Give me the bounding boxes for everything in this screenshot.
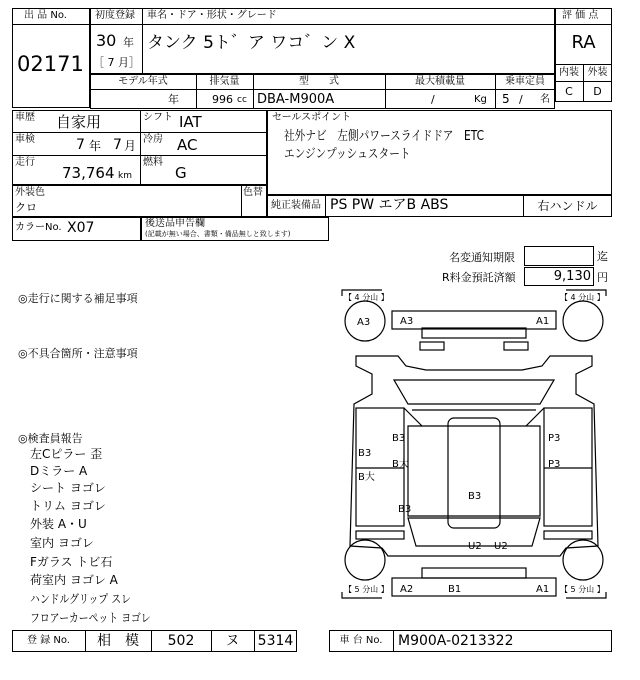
defects-label: ◎不具合箇所・注意事項 [18, 347, 138, 360]
mark-door-right-rear: P3 [548, 459, 561, 470]
front-bumper [392, 311, 556, 329]
sales-points-line2: エンジンプッシュスタート [284, 147, 411, 162]
sales-points-label: セールスポイント [272, 112, 352, 123]
interior-label: 内装 [559, 67, 579, 78]
name-change-label: 名変通知期限 [449, 251, 515, 264]
recycle-fee-label: R料金預託済額 [442, 271, 516, 284]
registration-area: 相 模 [97, 633, 139, 649]
inspector-report-label: ◎検査員報告 [18, 432, 83, 445]
mark-bumper-rear-left: A2 [400, 584, 414, 595]
color-change-label: 色替 [243, 187, 263, 198]
running-notes-label: ◎走行に関する補足事項 [18, 292, 138, 305]
exterior-label: 外装 [587, 67, 608, 78]
displacement: 996 [212, 93, 233, 106]
max-load-label: 最大積載量 [415, 76, 465, 87]
exterior-color: クロ [15, 201, 37, 214]
mark-door-left-front: B3 [392, 433, 406, 444]
inspection-label: 車検 [15, 134, 35, 145]
history-label: 車歴 [15, 112, 35, 123]
recycle-fee-unit: 円 [597, 271, 608, 284]
equipment: PS PW エアB ABS [330, 197, 449, 213]
mark-tailgate-1: U2 [468, 541, 482, 552]
rear-bumper [392, 578, 556, 596]
report-line: 左Cピラー 歪 [30, 447, 103, 461]
exterior-color-label: 外装色 [15, 187, 45, 198]
mark-door-left-rear: B大 [392, 459, 409, 470]
tire-front-right-depth: 【 4 分山 】 [560, 293, 605, 302]
mark-wheel-front-left: A3 [357, 317, 371, 328]
chassis-number: M900A-0213322 [398, 633, 514, 649]
exterior-color-box [12, 185, 267, 217]
registration-class: 502 [167, 633, 195, 649]
name-change-unit: 迄 [597, 250, 608, 263]
name-change-deadline [524, 246, 594, 266]
mark-roof: B3 [468, 491, 482, 502]
mark-bumper-front-left: A3 [400, 316, 414, 327]
report-line: Dミラー A [30, 464, 88, 478]
lot-number: 02171 [17, 52, 84, 76]
tire-front-left-depth: 【 4 分山 】 [344, 293, 389, 302]
mileage: 73,764 [62, 164, 115, 182]
registration-label: 登 録 No. [27, 635, 70, 646]
mark-tailgate-2: U2 [494, 541, 508, 552]
recycle-fee: 9,130 [553, 269, 591, 284]
report-line: 外装 A・U [30, 517, 87, 531]
steering: 右ハンドル [537, 199, 598, 213]
report-line: Fガラス トビ石 [30, 555, 113, 569]
inspection-month-unit: 月 [124, 139, 137, 153]
fuel: G [175, 164, 187, 182]
mark-pillar-1: B3 [358, 448, 372, 459]
report-line: ハンドルグリップ スレ [30, 592, 131, 606]
model-year-unit: 年 [168, 93, 179, 106]
mark-door-right-front: P3 [548, 433, 561, 444]
report-line: トリム ヨゴレ [30, 499, 106, 513]
shift-label: シフト [143, 112, 173, 123]
first-registration-label: 初度登録 [95, 10, 135, 21]
mark-bumper-rear-center: B1 [448, 584, 462, 595]
tire-rear-right-depth: 【 5 分山 】 [560, 585, 605, 594]
model-year-label: モデル年式 [118, 76, 168, 87]
report-line: 室内 ヨゴレ [30, 536, 94, 550]
shift: IAT [179, 113, 202, 131]
inspection-year-unit: 年 [89, 139, 102, 153]
aircon: AC [177, 136, 198, 154]
rating: RA [571, 32, 596, 53]
model-code-label: 型 式 [299, 76, 339, 87]
color-number: X07 [67, 220, 95, 236]
color-number-label: カラーNo. [15, 222, 62, 233]
equipment-label: 純正装備品 [271, 200, 321, 211]
chassis-label: 車 台 No. [339, 635, 383, 646]
tire-rear-left-depth: 【 5 分山 】 [344, 585, 389, 594]
fuel-label: 燃料 [143, 157, 163, 168]
declaration-note: (記載が無い場合、書類・備品無しと致します) [145, 230, 291, 238]
car-name: タンク 5ト゛ア ワコ゛ン X [147, 33, 356, 53]
mark-bumper-front-right: A1 [536, 316, 550, 327]
interior-grade: C [565, 85, 573, 98]
report-line: 荷室内 ヨゴレ A [30, 573, 118, 587]
first-registration-year: 30 [96, 31, 117, 50]
displacement-label: 排気量 [209, 76, 240, 87]
mileage-label: 走行 [15, 157, 35, 168]
report-line: シート ヨゴレ [30, 481, 106, 495]
capacity-unit: 名 [540, 94, 550, 105]
max-load-unit: Kg [474, 94, 487, 105]
first-registration-month: ［ 7 月］ [93, 56, 140, 69]
report-line: フロアーカーペット ヨゴレ [30, 611, 151, 625]
mark-quarter-left: B3 [398, 504, 412, 515]
wheel-front-right [563, 301, 603, 341]
car-name-label: 車名・ドア・形状・グレード [147, 10, 277, 21]
mark-pillar-2: B大 [358, 472, 375, 483]
sales-points-line1: 社外ナビ 左側パワースライドドア ETC [284, 129, 485, 144]
registration-number: 5314 [257, 633, 294, 649]
inspection-month: 7 [113, 137, 122, 153]
year-unit: 年 [123, 36, 134, 49]
history: 自家用 [56, 113, 102, 131]
rating-label: 評 価 点 [562, 10, 599, 21]
aircon-label: 冷房 [143, 134, 163, 145]
registration-kana: ヌ [225, 633, 240, 649]
capacity-label: 乗車定員 [505, 76, 545, 87]
inspection-year: 7 [76, 137, 85, 153]
capacity: 5 [502, 92, 510, 106]
exterior-grade: D [593, 85, 602, 98]
max-load: / [431, 93, 435, 106]
capacity-separator: / [519, 93, 523, 106]
lot-number-label: 出 品 No. [24, 10, 67, 21]
model-code: DBA-M900A [257, 92, 335, 107]
mark-bumper-rear-right: A1 [536, 584, 550, 595]
declaration-label: 後送品申告欄 [145, 218, 205, 229]
displacement-unit: cc [237, 95, 247, 105]
car-damage-diagram [336, 286, 612, 608]
mileage-unit: km [118, 171, 132, 181]
